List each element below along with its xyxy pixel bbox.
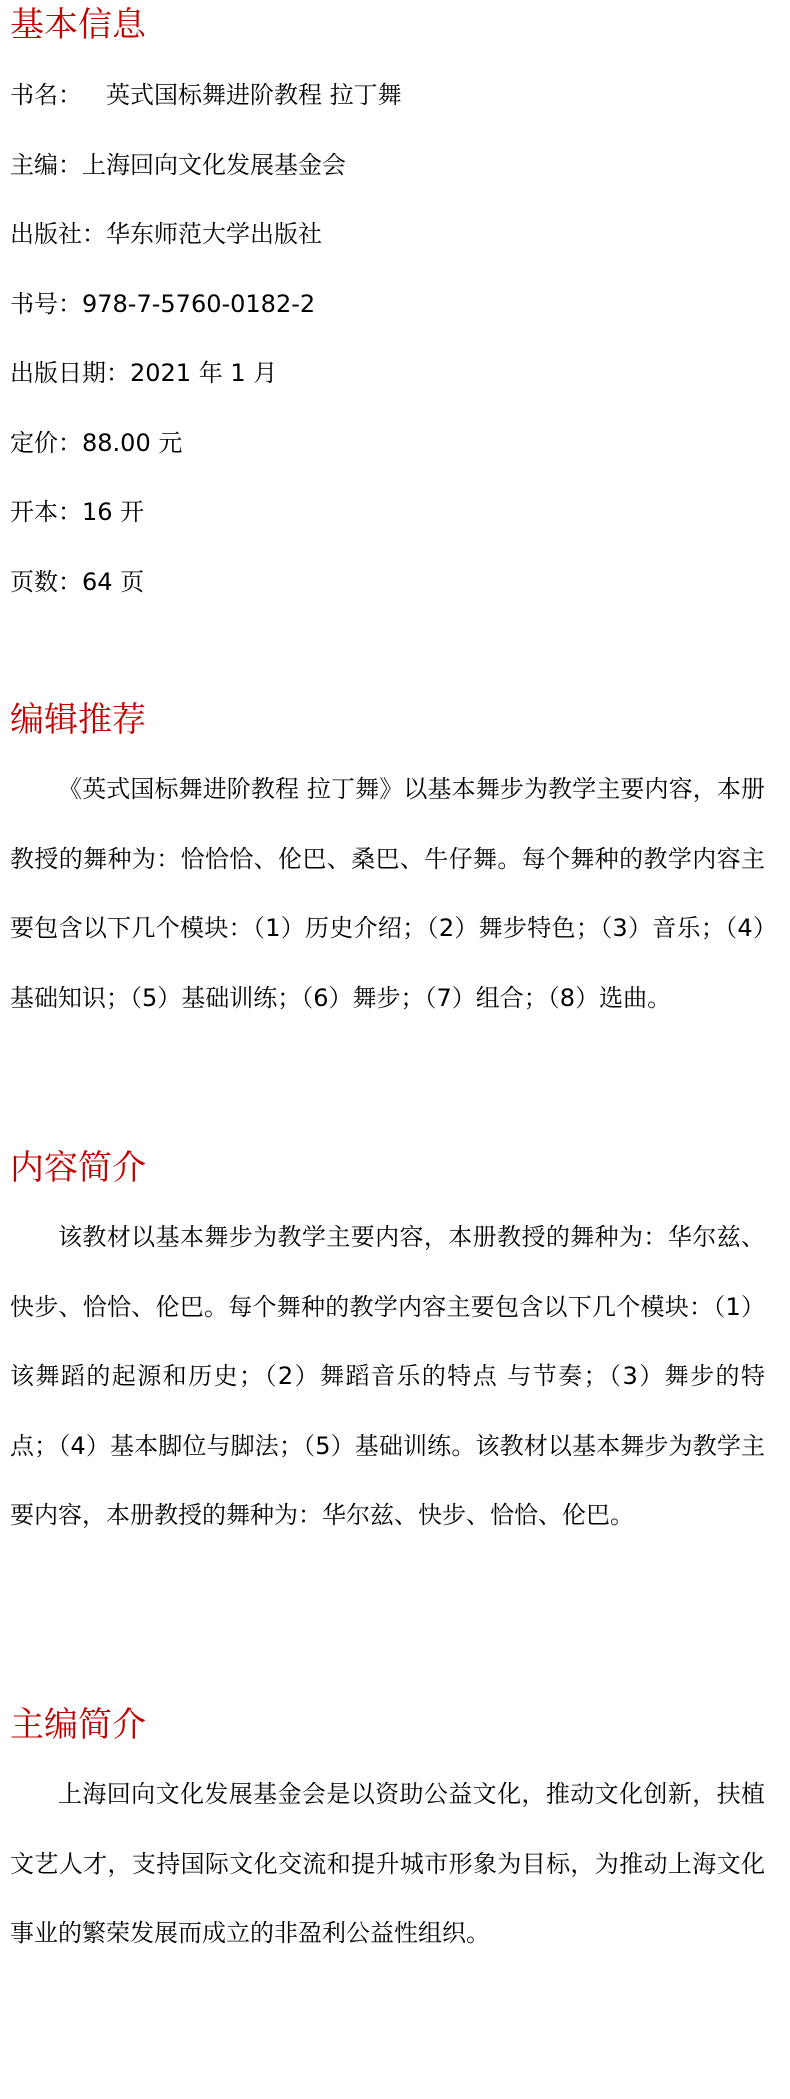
basic-info-heading: 基本信息: [10, 5, 146, 45]
info-item-publish-date: [10, 356, 277, 390]
info-value: 上海回向文化发展基金会: [82, 151, 346, 179]
info-label: 书名：: [10, 81, 82, 109]
info-value: 英式国标舞进阶教程 拉丁舞: [82, 81, 402, 109]
content-summary-text: 该教材以基本舞步为教学主要内容，本册教授的舞种为：华尔兹、快步、恰恰、伦巴。每个舞种的教学内容主要包含以下几个模块：（1）该舞蹈的起源和历史；（2）舞蹈音乐的特点 与节奏；（3）舞步的特点；（4）基本脚位与脚法；（5）基础训练。该教材以基本舞步为教学主要内容，本册教授的舞种为：华尔兹、快步、恰恰、伦巴。: [10, 1223, 765, 1529]
editor-intro-heading: 主编简介: [10, 1705, 146, 1745]
editor-recommendation-heading: 编辑推荐: [10, 700, 146, 740]
info-label: 出版日期：: [10, 359, 130, 387]
info-item-pages: [10, 565, 144, 599]
info-value: 978-7-5760-0182-2: [82, 290, 316, 318]
info-item-publisher: [10, 217, 322, 251]
info-value: 64 页: [82, 568, 145, 596]
info-label: 定价：: [10, 429, 82, 457]
info-label: 页数：: [10, 568, 82, 596]
info-item-price: [10, 426, 182, 460]
info-item-format: [10, 495, 144, 529]
info-label: 出版社：: [10, 220, 106, 248]
info-item-editor: [10, 148, 346, 182]
info-value: 16 开: [82, 498, 145, 526]
info-label: 书号：: [10, 290, 82, 318]
info-label: 开本：: [10, 498, 82, 526]
info-value: 88.00 元: [82, 429, 183, 457]
info-label: 主编：: [10, 151, 82, 179]
info-item-isbn: [10, 287, 315, 321]
info-value: 华东师范大学出版社: [106, 220, 322, 248]
editor-recommendation-text: 《英式国标舞进阶教程 拉丁舞》以基本舞步为教学主要内容，本册教授的舞种为：恰恰恰、伦巴、桑巴、牛仔舞。每个舞种的教学内容主要包含以下几个模块：（1）历史介绍；（2）舞步特色；（3）音乐；（4）基础知识；（5）基础训练；（6）舞步；（7）组合；（8）选曲。: [10, 775, 765, 1012]
content-summary-heading: 内容简介: [10, 1148, 146, 1188]
info-value: 2021 年 1 月: [130, 359, 278, 387]
info-item-title: [10, 78, 402, 112]
editor-intro-text: 上海回向文化发展基金会是以资助公益文化，推动文化创新，扶植文艺人才，支持国际文化交流和提升城市形象为目标，为推动上海文化事业的繁荣发展而成立的非盈利公益性组织。: [10, 1780, 765, 1947]
